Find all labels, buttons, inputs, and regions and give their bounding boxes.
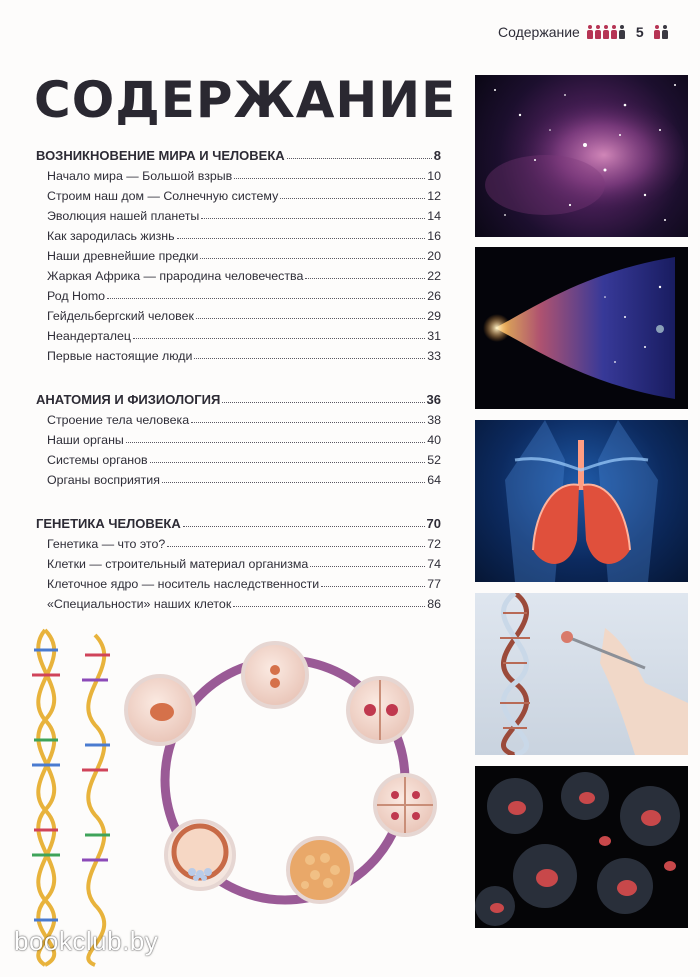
toc-entry[interactable]: [36, 323, 441, 343]
entry-title: Клеточное ядро — носитель наследственности: [47, 577, 320, 591]
entry-title: Эволюция нашей планеты: [47, 209, 200, 223]
entry-page: 26: [427, 289, 441, 303]
entry-page: 64: [427, 473, 441, 487]
zygote-cell: [126, 676, 194, 744]
toc-entry[interactable]: [36, 407, 441, 427]
toc-section-heading[interactable]: [36, 387, 441, 407]
entry-title: Как зародилась жизнь: [47, 229, 175, 243]
dot-leader: [196, 318, 425, 319]
entry-page: 20: [427, 249, 441, 263]
people-icon-row: [587, 25, 626, 39]
entry-title: Клетки — строительный материал организма: [47, 557, 309, 571]
toc-entry[interactable]: [36, 343, 441, 363]
entry-page: 52: [427, 453, 441, 467]
dot-leader: [310, 566, 425, 567]
entry-title: Строим наш дом — Солнечную систему: [47, 189, 279, 203]
table-of-contents: [36, 143, 441, 611]
dot-leader: [183, 526, 425, 527]
two-pronuclei-cell: [243, 643, 307, 707]
section-title: ГЕНЕТИКА ЧЕЛОВЕКА: [36, 516, 181, 531]
dot-leader: [133, 338, 425, 339]
section-page: 70: [426, 516, 441, 531]
nebula-photo: [475, 75, 688, 237]
dna-tweezers-photo: [475, 593, 688, 755]
dot-leader: [194, 358, 425, 359]
entry-title: Гейдельбергский человек: [47, 309, 194, 323]
person-icon: [611, 25, 618, 39]
toc-section-heading[interactable]: [36, 511, 441, 531]
watermark: bookclub.by: [14, 926, 159, 956]
entry-title: Наши древнейшие предки: [47, 249, 199, 263]
page-number: 5: [635, 24, 644, 40]
dot-leader: [126, 442, 425, 443]
toc-entry[interactable]: [36, 183, 441, 203]
page-title: СОДЕРЖАНИЕ: [34, 71, 457, 129]
running-title: Содержание: [498, 24, 580, 40]
dot-leader: [280, 198, 425, 199]
entry-page: 72: [427, 537, 441, 551]
toc-entry[interactable]: [36, 223, 441, 243]
toc-entry[interactable]: [36, 467, 441, 487]
big-bang-photo: [475, 247, 688, 409]
toc-entry[interactable]: [36, 243, 441, 263]
embryo-development-illustration: [30, 620, 460, 970]
toc-entry[interactable]: [36, 531, 441, 551]
entry-page: 31: [427, 329, 441, 343]
entry-page: 22: [427, 269, 441, 283]
dna-helix-right: [82, 635, 110, 965]
dot-leader: [233, 606, 425, 607]
dot-leader: [177, 238, 426, 239]
section-title: АНАТОМИЯ И ФИЗИОЛОГИЯ: [36, 392, 221, 407]
morula-cell: [288, 838, 352, 902]
entry-page: 16: [427, 229, 441, 243]
two-cell-stage: [348, 678, 412, 742]
entry-title: «Специальности» наших клеток: [47, 597, 232, 611]
people-icon-pair: [654, 25, 669, 39]
toc-entry[interactable]: [36, 283, 441, 303]
dot-leader: [234, 178, 425, 179]
dot-leader: [162, 482, 425, 483]
entry-title: Жаркая Африка — прародина человечества: [47, 269, 304, 283]
entry-title: Органы восприятия: [47, 473, 160, 487]
section-page: 36: [426, 392, 441, 407]
cells-photo: [475, 766, 688, 928]
dot-leader: [150, 462, 426, 463]
dot-leader: [201, 218, 425, 219]
entry-page: 74: [427, 557, 441, 571]
person-icon: [595, 25, 602, 39]
entry-title: Строение тела человека: [47, 413, 190, 427]
four-cell-stage: [375, 775, 435, 835]
dna-helix-left: [32, 630, 60, 965]
toc-entry[interactable]: [36, 591, 441, 611]
dot-leader: [305, 278, 425, 279]
toc-entry[interactable]: [36, 447, 441, 467]
person-icon: [587, 25, 594, 39]
entry-title: Начало мира — Большой взрыв: [47, 169, 233, 183]
dot-leader: [191, 422, 425, 423]
entry-page: 33: [427, 349, 441, 363]
section-title: ВОЗНИКНОВЕНИЕ МИРА И ЧЕЛОВЕКА: [36, 148, 285, 163]
person-icon: [619, 25, 626, 39]
person-icon: [662, 25, 669, 39]
toc-entry[interactable]: [36, 571, 441, 591]
entry-page: 38: [427, 413, 441, 427]
blastocyst-cell: [166, 821, 234, 889]
entry-title: Наши органы: [47, 433, 124, 447]
dot-leader: [287, 158, 432, 159]
anatomy-photo: [475, 420, 688, 582]
person-icon: [654, 25, 661, 39]
toc-entry[interactable]: [36, 203, 441, 223]
entry-page: 10: [427, 169, 441, 183]
entry-page: 14: [427, 209, 441, 223]
entry-page: 12: [427, 189, 441, 203]
entry-page: 86: [427, 597, 441, 611]
person-icon: [603, 25, 610, 39]
section-page: 8: [433, 148, 441, 163]
dot-leader: [200, 258, 425, 259]
toc-entry[interactable]: [36, 427, 441, 447]
dot-leader: [222, 402, 424, 403]
entry-page: 77: [427, 577, 441, 591]
entry-title: Первые настоящие люди: [47, 349, 193, 363]
entry-title: Системы органов: [47, 453, 148, 467]
toc-entry[interactable]: [36, 551, 441, 571]
entry-page: 40: [427, 433, 441, 447]
dot-leader: [107, 298, 425, 299]
toc-entry[interactable]: [36, 163, 441, 183]
entry-title: Неандерталец: [47, 329, 131, 343]
toc-entry[interactable]: [36, 303, 441, 323]
dot-leader: [167, 546, 425, 547]
entry-title: Генетика — что это?: [47, 537, 166, 551]
entry-page: 29: [427, 309, 441, 323]
dot-leader: [321, 586, 425, 587]
toc-entry[interactable]: [36, 263, 441, 283]
toc-section-heading[interactable]: [36, 143, 441, 163]
entry-title: Род Homo: [47, 289, 106, 303]
running-header: [498, 20, 688, 44]
